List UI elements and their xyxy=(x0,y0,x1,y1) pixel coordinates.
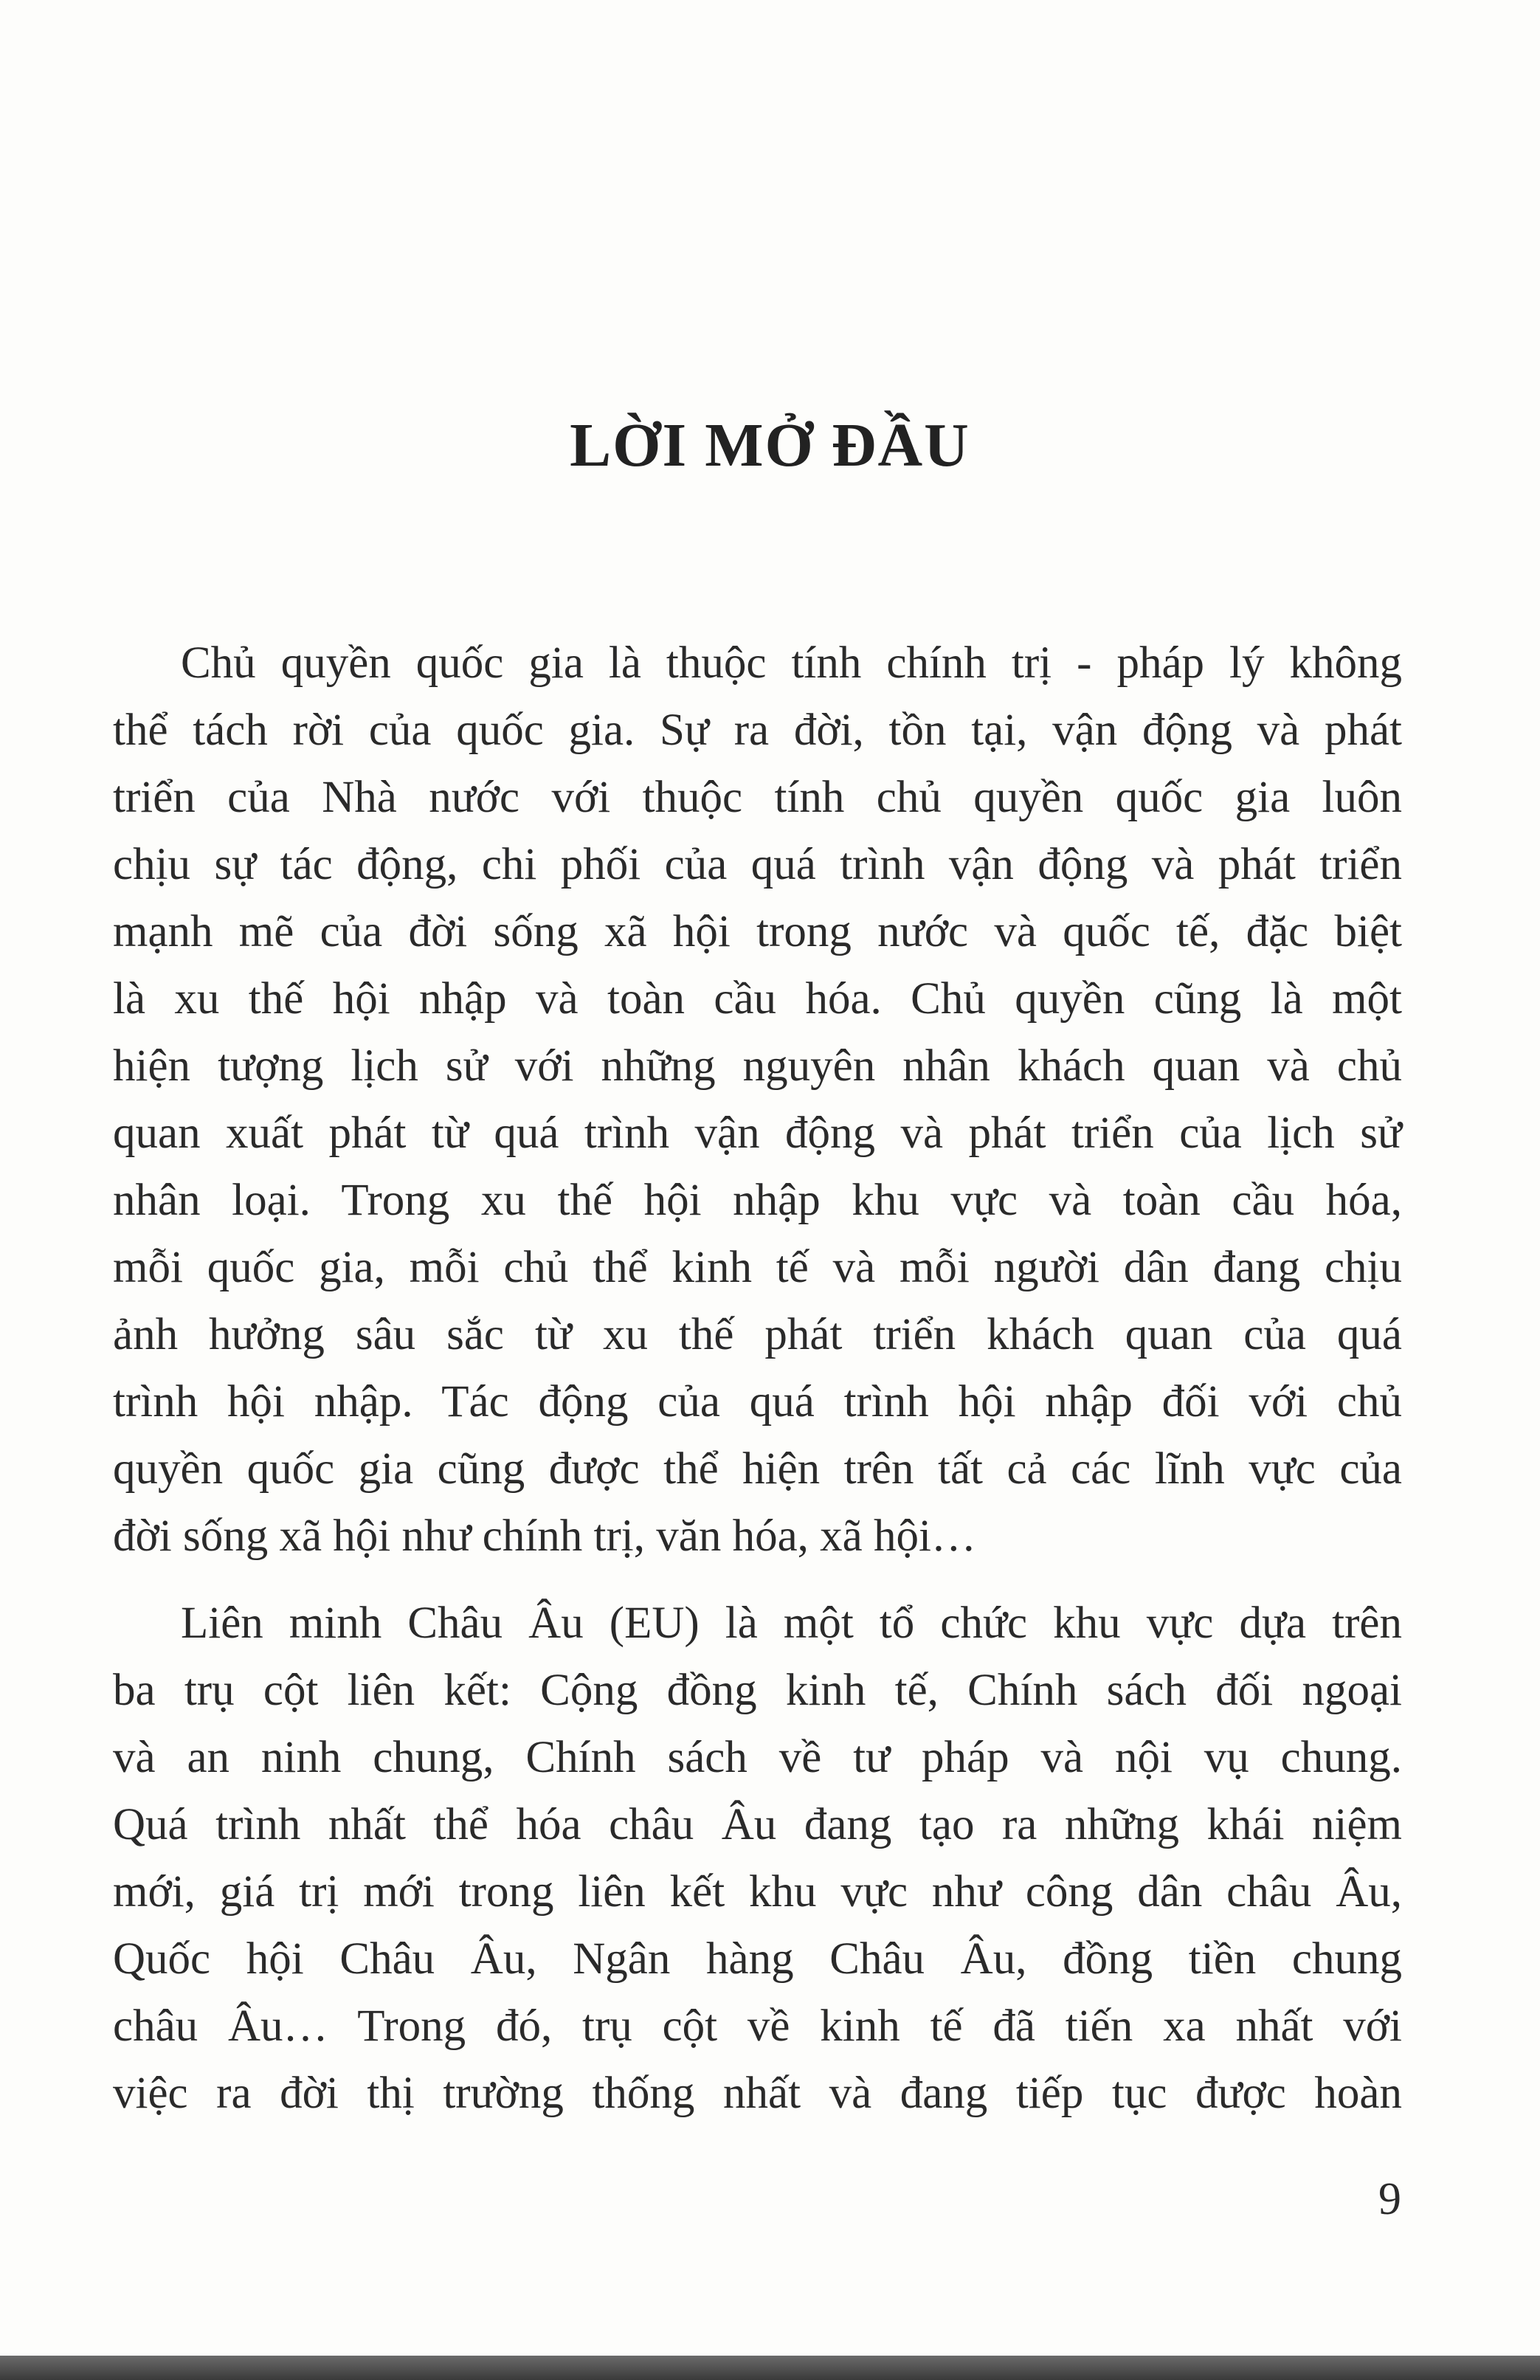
text-line: và an ninh chung, Chính sách về tư pháp và nội vụ chung. xyxy=(113,1733,1402,1782)
body-text xyxy=(113,630,1402,2147)
text-line: Quá trình nhất thể hóa châu Âu đang tạo ra những khái niệm xyxy=(113,1800,1402,1849)
text-line: là xu thế hội nhập và toàn cầu hóa. Chủ quyền cũng là một xyxy=(113,974,1402,1024)
text-line: châu Âu… Trong đó, trụ cột về kinh tế đã tiến xa nhất với xyxy=(113,2001,1402,2051)
text-line: mạnh mẽ của đời sống xã hội trong nước và quốc tế, đặc biệt xyxy=(113,907,1402,956)
text-line: Quốc hội Châu Âu, Ngân hàng Châu Âu, đồng tiền chung xyxy=(113,1934,1402,1984)
text-line: trình hội nhập. Tác động của quá trình hội nhập đối với chủ xyxy=(113,1377,1402,1427)
page-number: 9 xyxy=(1378,2174,1401,2224)
text-line: thể tách rời của quốc gia. Sự ra đời, tồn tại, vận động và phát xyxy=(113,706,1402,755)
text-line: nhân loại. Trong xu thế hội nhập khu vực và toàn cầu hóa, xyxy=(113,1176,1402,1225)
paragraph-1 xyxy=(113,630,1402,1570)
text-line: hiện tượng lịch sử với những nguyên nhân khách quan và chủ xyxy=(113,1041,1402,1091)
text-line: chịu sự tác động, chi phối của quá trình vận động và phát triển xyxy=(113,840,1402,889)
text-line: ảnh hưởng sâu sắc từ xu thế phát triển khách quan của quá xyxy=(113,1310,1402,1359)
text-line: việc ra đời thị trường thống nhất và đang tiếp tục được hoàn xyxy=(113,2069,1402,2118)
text-line: ba trụ cột liên kết: Cộng đồng kinh tế, Chính sách đối ngoại xyxy=(113,1666,1402,1715)
chapter-title: LỜI MỞ ĐẦU xyxy=(570,411,970,480)
text-line: Chủ quyền quốc gia là thuộc tính chính trị - pháp lý không xyxy=(181,638,1402,688)
text-line: đời sống xã hội như chính trị, văn hóa, xã hội… xyxy=(113,1511,976,1561)
text-line: Liên minh Châu Âu (EU) là một tổ chức khu vực dựa trên xyxy=(181,1598,1402,1648)
scan-edge-bar xyxy=(0,2356,1540,2380)
text-line: quyền quốc gia cũng được thể hiện trên tất cả các lĩnh vực của xyxy=(113,1444,1402,1494)
text-line: mới, giá trị mới trong liên kết khu vực như công dân châu Âu, xyxy=(113,1867,1402,1917)
text-line: quan xuất phát từ quá trình vận động và phát triển của lịch sử xyxy=(113,1108,1402,1158)
paragraph-2 xyxy=(113,1590,1402,2127)
text-line: mỗi quốc gia, mỗi chủ thể kinh tế và mỗi người dân đang chịu xyxy=(113,1243,1402,1292)
text-line: triển của Nhà nước với thuộc tính chủ quyền quốc gia luôn xyxy=(113,773,1402,822)
